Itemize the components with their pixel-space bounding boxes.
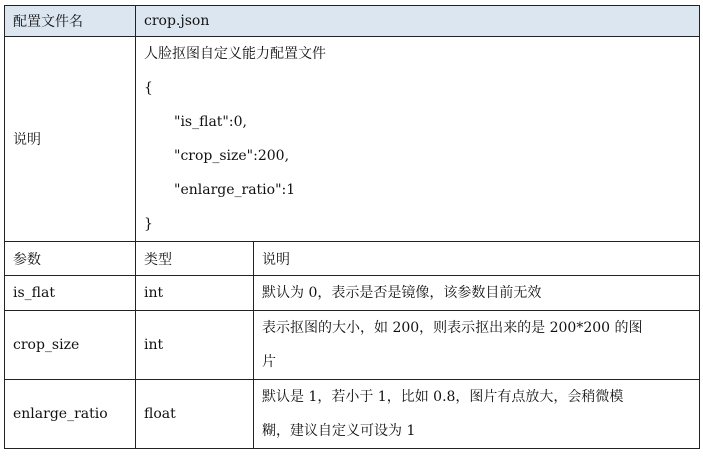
param-name: enlarge_ratio [5, 380, 136, 449]
param-desc [254, 311, 700, 380]
param-type: float [136, 380, 254, 449]
param-desc-line: 表示抠图的大小，如 200，则表示抠出来的是 200*200 的图 [262, 320, 643, 336]
config-table [4, 5, 700, 449]
table-row [5, 380, 700, 449]
table-row [5, 276, 700, 311]
param-desc [254, 276, 700, 311]
param-name: is_flat [5, 276, 136, 311]
json-open-brace: { [144, 80, 153, 96]
column-header-type: 类型 [136, 242, 254, 276]
description-content [136, 37, 700, 242]
description-label: 说明 [5, 37, 136, 242]
table-row [5, 311, 700, 380]
description-row [5, 37, 700, 242]
config-filename-row [5, 6, 700, 37]
json-line-is-flat: "is_flat":0, [174, 114, 247, 130]
param-desc [254, 380, 700, 449]
param-desc-line: 片 [262, 354, 276, 370]
description-line: 人脸抠图自定义能力配置文件 [144, 46, 326, 62]
column-header-desc: 说明 [254, 242, 700, 276]
param-desc-line: 默认为 0，表示是否是镜像，该参数目前无效 [262, 285, 542, 301]
config-filename-label: 配置文件名 [5, 6, 136, 37]
param-desc-line: 默认是 1，若小于 1，比如 0.8，图片有点放大，会稍微模 [262, 389, 624, 405]
param-desc-line: 糊，建议自定义可设为 1 [262, 423, 416, 439]
column-header-row [5, 242, 700, 276]
param-type: int [136, 311, 254, 380]
param-type: int [136, 276, 254, 311]
param-name: crop_size [5, 311, 136, 380]
column-header-param: 参数 [5, 242, 136, 276]
config-filename-value: crop.json [136, 6, 700, 37]
json-line-enlarge-ratio: "enlarge_ratio":1 [174, 182, 296, 198]
json-close-brace: } [144, 216, 153, 232]
json-line-crop-size: "crop_size":200, [174, 148, 290, 164]
